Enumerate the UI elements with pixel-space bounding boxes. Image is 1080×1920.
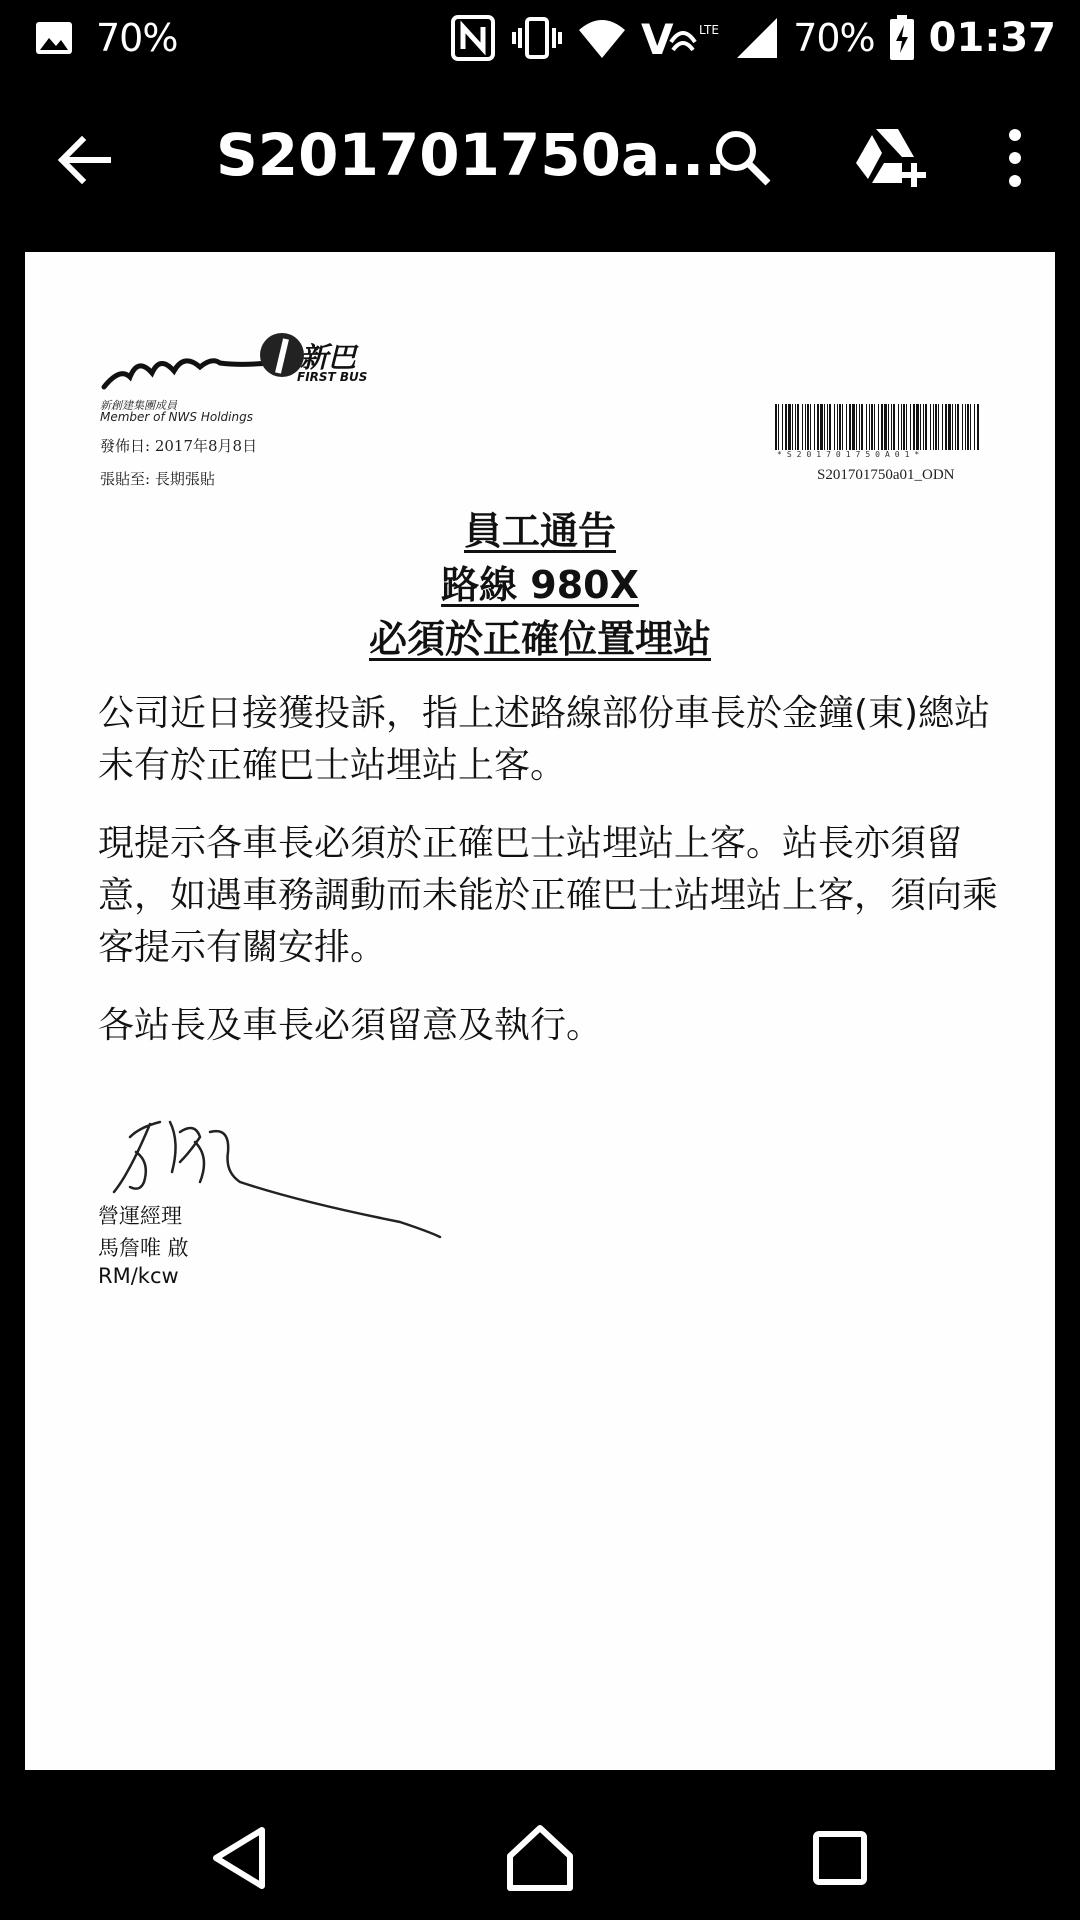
logo-chinese-name: 新巴 (300, 341, 357, 374)
nfc-icon (449, 14, 497, 62)
nav-back-icon[interactable] (202, 1818, 282, 1898)
arrow-left-icon[interactable] (50, 125, 120, 195)
navigation-bar (0, 1790, 1080, 1920)
battery-charging-icon (889, 15, 915, 61)
svg-text:V: V (641, 15, 674, 62)
paragraph-instruction: 各站長及車長必須留意及執行。 (98, 1005, 603, 1046)
barcode-small-text: *S201701750A01* (777, 450, 925, 459)
heading-subject-text: 必須於正確位置埋站 (368, 617, 711, 661)
barcode-text: S201701750a01_ODN (817, 467, 955, 483)
vibrate-icon (511, 14, 563, 62)
status-bar (0, 0, 1080, 75)
heading-route (25, 554, 1055, 609)
paragraph-complaint: 公司近日接獲投訴，指上述路線部份車長於金鐘(東)總站未有於正確巴士站埋站上客。 (98, 693, 991, 786)
volte-icon (641, 14, 721, 62)
logo-english-name: FIRST BUS (297, 370, 368, 384)
document-title: S201701750a... (216, 121, 727, 189)
heading-subject (25, 608, 1055, 663)
signal-icon (735, 16, 779, 60)
svg-text:LTE: LTE (699, 23, 720, 37)
nav-recents-icon[interactable] (800, 1818, 880, 1898)
search-icon[interactable] (708, 123, 778, 193)
heading-notice-text: 員工通告 (463, 509, 616, 553)
group-chinese: 新創建集團成員 (100, 399, 177, 412)
status-left-percent: 70% (96, 16, 178, 60)
status-time: 01:37 (928, 15, 1056, 61)
paragraph-reminder: 現提示各車長必須於正確巴士站埋站上客。站長亦須留意，如遇車務調動而未能於正確巴士站埋站上客，須向乘客提示有關安排。 (98, 823, 999, 968)
group-english: Member of NWS Holdings (100, 410, 253, 424)
more-vert-icon[interactable] (995, 123, 1035, 193)
heading-route-text: 路線 980X (441, 563, 639, 607)
issue-date: 發佈日: 2017年8月8日 (100, 437, 258, 455)
reference-code: RM/kcw (98, 1264, 179, 1288)
post-to: 張貼至: 長期張貼 (100, 470, 215, 488)
battery-percent: 70% (793, 16, 875, 60)
signer-name: 馬詹唯 啟 (98, 1236, 189, 1260)
barcode (775, 404, 979, 450)
signer-title: 營運經理 (98, 1204, 182, 1228)
signature (100, 1092, 500, 1292)
drive-add-icon[interactable] (852, 123, 928, 193)
document-page[interactable] (25, 252, 1055, 1770)
heading-notice (25, 500, 1055, 555)
image-icon (34, 18, 74, 58)
wifi-icon (577, 16, 627, 60)
app-bar (0, 75, 1080, 240)
nav-home-icon[interactable] (500, 1818, 580, 1898)
